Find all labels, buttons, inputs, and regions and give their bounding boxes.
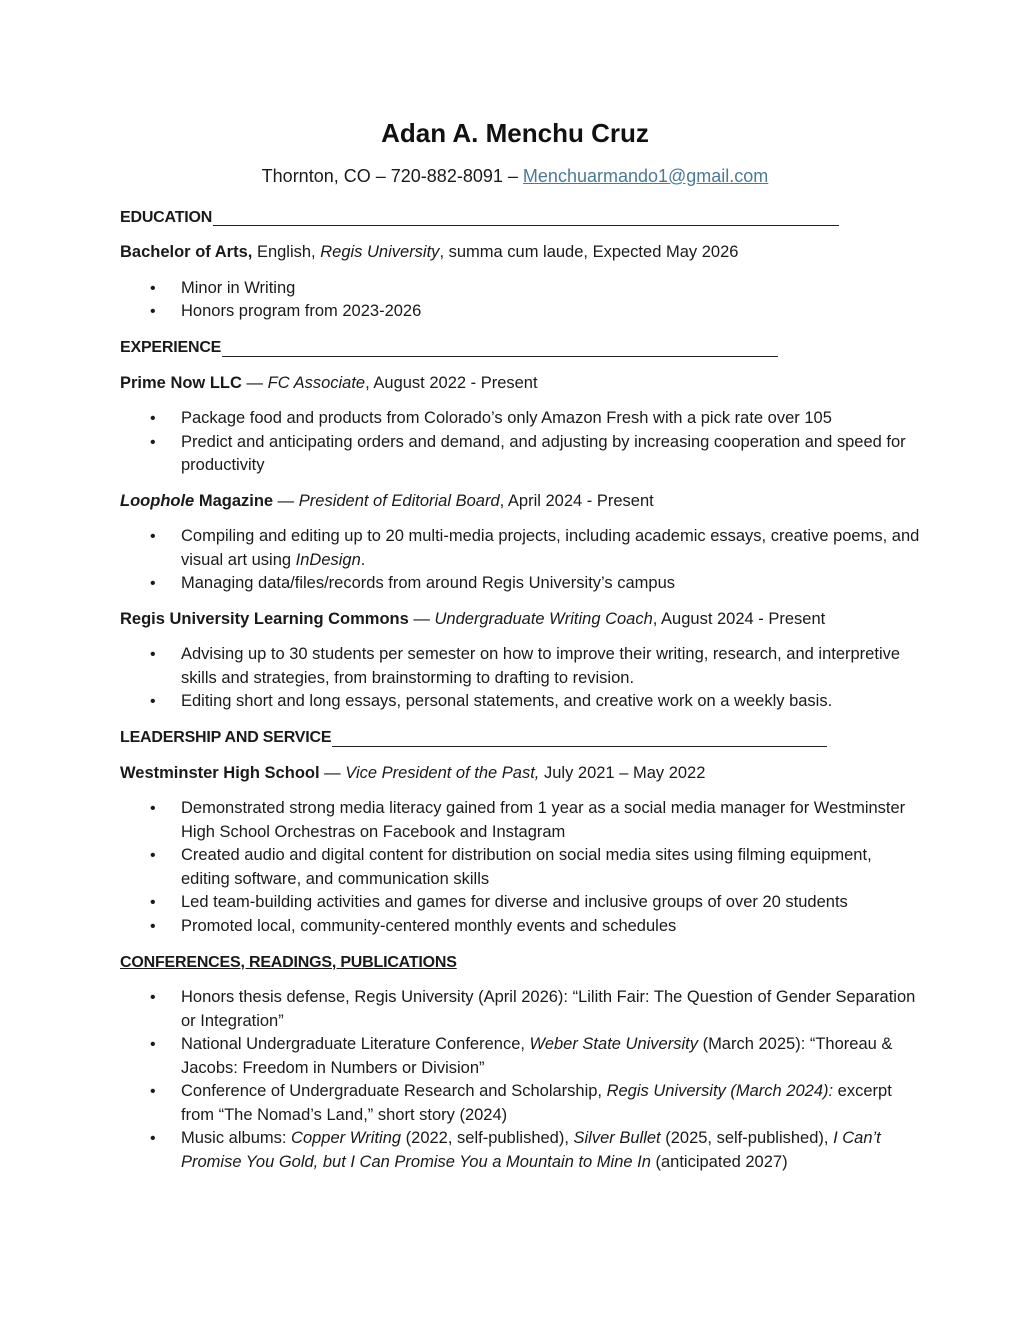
job-dates: , August 2024 - Present xyxy=(652,609,826,628)
resume-body xyxy=(120,205,920,1174)
list-item: • Minor in Writing xyxy=(181,277,920,301)
list-item: • Created audio and digital content for distribution on social media sites using filming equipment, editing software, and communication skills xyxy=(181,844,920,891)
section-heading-label: LEADERSHIP AND SERVICE xyxy=(120,729,332,746)
degree: Bachelor of Arts, xyxy=(120,243,253,261)
education-details: , summa cum laude, Expected May 2026 xyxy=(439,243,739,261)
list-item: • Predict and anticipating orders and demand, and adjusting by increasing cooperation and speed for productivity xyxy=(181,431,920,478)
section-heading-leadership xyxy=(120,726,920,750)
separator: – xyxy=(507,166,518,186)
contact-line xyxy=(0,166,1030,187)
section-rule xyxy=(222,356,778,357)
section-heading-conferences xyxy=(120,950,920,974)
job-role: Undergraduate Writing Coach xyxy=(434,609,653,628)
list-item: • Music albums: Copper Writing (2022, self-published), Silver Bullet (2025, self-published), I Can’t Promise You Gold, but I Can Promise You a Mountain to Mine In (anticipated 2027) xyxy=(181,1127,920,1174)
leadership-entry xyxy=(120,762,920,786)
leadership-dates: July 2021 – May 2022 xyxy=(539,763,706,782)
email-link[interactable]: Menchuarmando1@gmail.com xyxy=(522,166,769,186)
list-item: • Led team-building activities and games for diverse and inclusive groups of over 20 students xyxy=(181,891,920,915)
job-bullets xyxy=(120,525,920,596)
location: Thornton, CO xyxy=(261,166,371,186)
list-item: • Promoted local, community-centered monthly events and schedules xyxy=(181,915,920,939)
list-item: • Editing short and long essays, personal statements, and creative work on a weekly basis. xyxy=(181,690,920,714)
list-item: • Compiling and editing up to 20 multi-media projects, including academic essays, creative poems, and visual art using InDesign. xyxy=(181,525,920,572)
list-item: • Conference of Undergraduate Research and Scholarship, Regis University (March 2024): excerpt from “The Nomad’s Land,” short story (2024) xyxy=(181,1080,920,1127)
dash: — xyxy=(319,763,346,782)
dash: — xyxy=(241,373,268,392)
job-org: Prime Now LLC xyxy=(120,373,242,392)
education-bullets xyxy=(120,277,920,324)
list-item: • National Undergraduate Literature Conference, Weber State University (March 2025): “Thoreau & Jacobs: Freedom in Numbers or Division” xyxy=(181,1033,920,1080)
job-entry-loophole xyxy=(120,490,920,514)
section-heading-label: CONFERENCES, READINGS, PUBLICATIONS xyxy=(120,953,457,971)
leadership-role: Vice President of the Past, xyxy=(345,763,540,782)
job-org: Regis University Learning Commons xyxy=(120,609,409,628)
conference-list xyxy=(120,986,920,1174)
list-item: • Advising up to 30 students per semester on how to improve their writing, research, and interpretive skills and strategies, from brainstorming to drafting to revision. xyxy=(181,643,920,690)
section-heading-education xyxy=(120,205,920,229)
leadership-bullets xyxy=(120,797,920,938)
list-item: • Honors thesis defense, Regis University (April 2026): “Lilith Fair: The Question of Gender Separation or Integration” xyxy=(181,986,920,1033)
section-heading-label: EDUCATION xyxy=(120,208,213,226)
section-heading-experience xyxy=(120,336,920,360)
job-role: FC Associate xyxy=(267,373,366,392)
section-rule xyxy=(213,225,839,226)
education-entry xyxy=(120,241,920,265)
job-entry-learning-commons xyxy=(120,608,920,632)
dash: — xyxy=(273,491,299,510)
list-item: • Honors program from 2023-2026 xyxy=(181,300,920,324)
section-rule xyxy=(332,746,827,747)
list-item: • Managing data/files/records from around Regis University’s campus xyxy=(181,572,920,596)
list-item: • Package food and products from Colorado’s only Amazon Fresh with a pick rate over 105 xyxy=(181,407,920,431)
job-dates: , August 2022 - Present xyxy=(365,373,538,392)
section-heading-label: EXPERIENCE xyxy=(120,339,222,356)
school: Regis University xyxy=(320,243,440,261)
job-bullets xyxy=(120,643,920,714)
phone-number: 720-882-8091 xyxy=(390,166,503,186)
job-role: President of Editorial Board xyxy=(298,491,500,510)
resume-name: Adan A. Menchu Cruz xyxy=(381,118,649,148)
field: English, xyxy=(256,243,316,261)
separator: – xyxy=(375,166,386,186)
job-entry-prime-now xyxy=(120,372,920,396)
leadership-org: Westminster High School xyxy=(120,763,320,782)
job-org: Magazine xyxy=(194,491,274,510)
job-bullets xyxy=(120,407,920,478)
list-item: • Demonstrated strong media literacy gained from 1 year as a social media manager for Westminster High School Orchestras on Facebook and Instagram xyxy=(181,797,920,844)
dash: — xyxy=(408,609,435,628)
job-dates: , April 2024 - Present xyxy=(499,491,654,510)
job-org-italic: Loophole xyxy=(120,491,195,510)
